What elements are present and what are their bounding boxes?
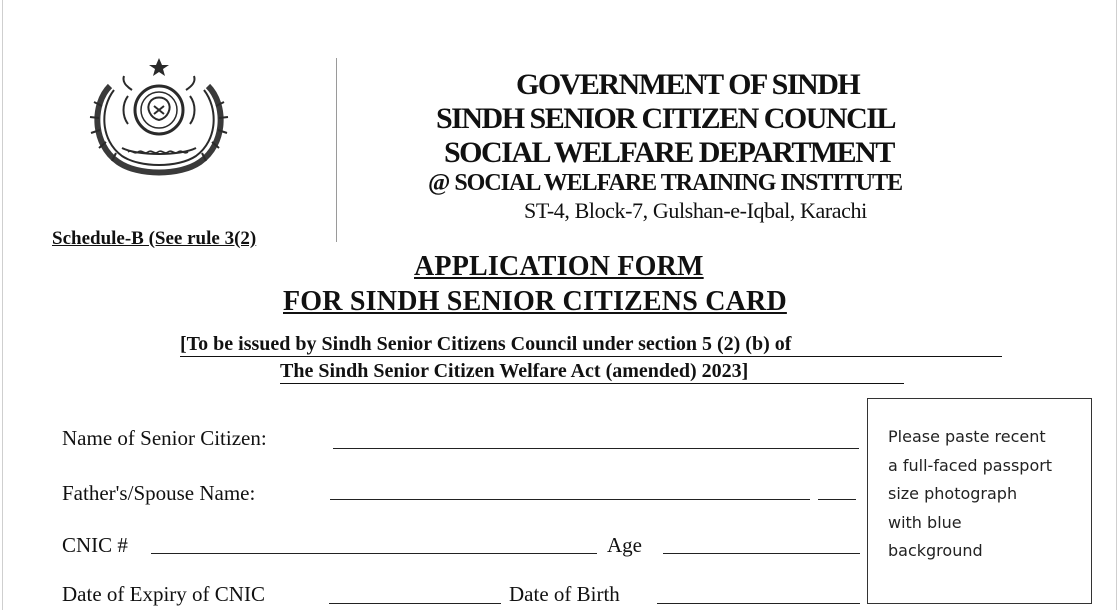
page-border-right bbox=[1116, 0, 1117, 610]
senior-citizen-name-field[interactable] bbox=[333, 448, 859, 449]
form-title: APPLICATION FORM bbox=[414, 251, 704, 282]
photo-instruction-line1: Please paste recent bbox=[888, 427, 1046, 446]
cnic-field[interactable] bbox=[151, 553, 597, 554]
date-of-birth-field[interactable] bbox=[657, 603, 860, 604]
age-field[interactable] bbox=[663, 553, 860, 554]
photo-instruction-line4: with blue bbox=[888, 512, 962, 532]
photo-instruction-line5: background bbox=[888, 541, 983, 560]
father-spouse-name-label: Father's/Spouse Name: bbox=[62, 481, 256, 505]
senior-citizen-name-label: Name of Senior Citizen: bbox=[62, 426, 267, 450]
father-spouse-name-field-end bbox=[818, 499, 856, 500]
issuance-note-underline1 bbox=[180, 356, 1002, 357]
photo-instructions bbox=[888, 423, 1088, 566]
header-government: GOVERNMENT OF SINDH bbox=[516, 68, 860, 101]
header-divider-line bbox=[336, 58, 337, 242]
header-institute: @ SOCIAL WELFARE TRAINING INSTITUTE bbox=[428, 170, 903, 196]
issuance-note-line1: [To be issued by Sindh Senior Citizens Council under section 5 (2) (b) of bbox=[180, 333, 792, 355]
form-subtitle: FOR SINDH SENIOR CITIZENS CARD bbox=[283, 286, 787, 317]
date-of-birth-label: Date of Birth bbox=[509, 582, 620, 606]
father-spouse-name-field[interactable] bbox=[330, 499, 810, 500]
page-border-left bbox=[2, 0, 3, 610]
photo-instruction-line2: a full-faced passport bbox=[888, 455, 1053, 475]
photo-paste-box[interactable] bbox=[867, 398, 1092, 604]
sindh-government-seal-icon bbox=[88, 56, 230, 180]
header-department: SOCIAL WELFARE DEPARTMENT bbox=[444, 136, 894, 169]
header-council: SINDH SENIOR CITIZEN COUNCIL bbox=[436, 102, 895, 135]
cnic-expiry-label: Date of Expiry of CNIC bbox=[62, 582, 265, 606]
schedule-reference: Schedule-B (See rule 3(2) bbox=[52, 228, 257, 249]
issuance-note-line2: The Sindh Senior Citizen Welfare Act (amended) 2023] bbox=[280, 360, 749, 382]
photo-instruction-line3: size photograph bbox=[888, 484, 1018, 503]
cnic-label: CNIC # bbox=[62, 533, 128, 557]
age-label: Age bbox=[607, 533, 642, 557]
header-address: ST-4, Block-7, Gulshan-e-Iqbal, Karachi bbox=[524, 198, 867, 223]
issuance-note-underline2 bbox=[280, 383, 904, 384]
cnic-expiry-field[interactable] bbox=[329, 603, 501, 604]
